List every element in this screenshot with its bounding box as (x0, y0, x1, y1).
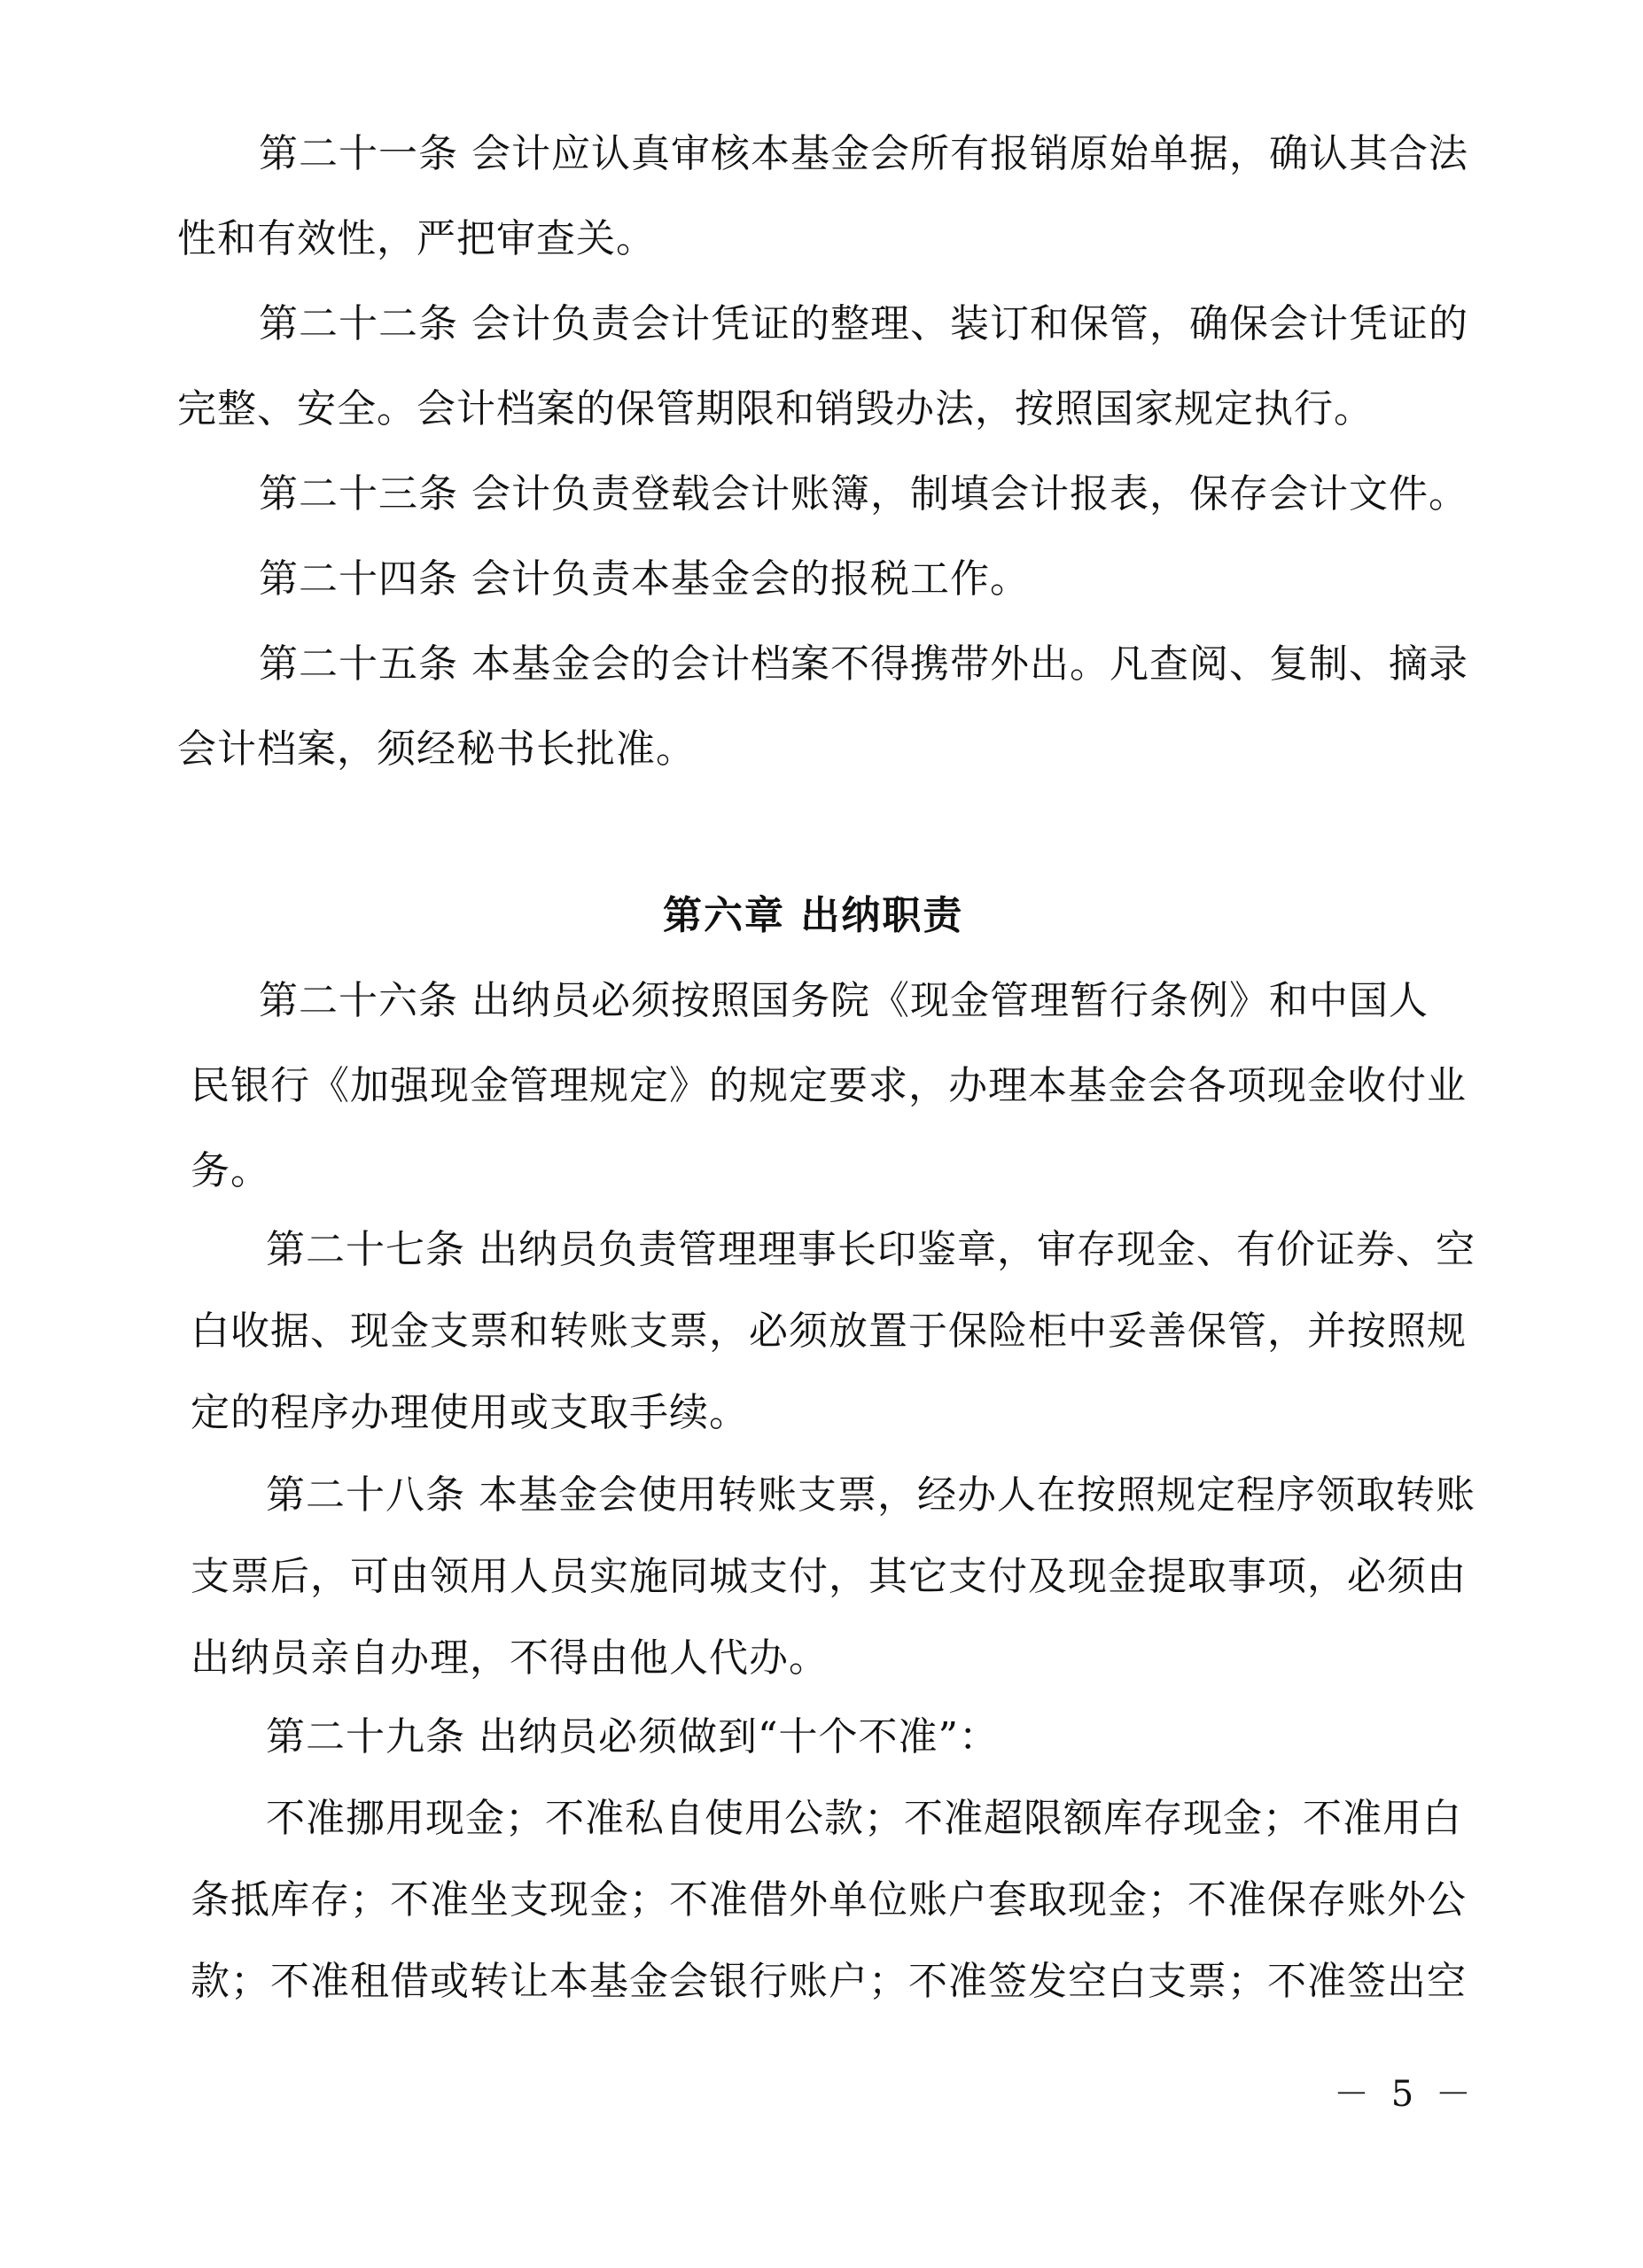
article-26-line-2: 民银行《加强现金管理规定》的规定要求，办理本基金会各项现金收付业 (191, 1063, 1467, 1108)
page-number: － 5 － (1334, 2074, 1476, 2115)
ten-rules-line-2: 条抵库存；不准坐支现金；不准借外单位账户套取现金；不准保存账外公 (191, 1877, 1467, 1922)
article-27-line-1: 第二十七条 出纳员负责管理理事长印鉴章，审存现金、有价证券、空 (266, 1227, 1476, 1272)
article-28-line-3: 出纳员亲自办理，不得由他人代办。 (191, 1635, 829, 1681)
article-28-line-2: 支票后，可由领用人员实施同城支付，其它支付及现金提取事项，必须由 (191, 1554, 1467, 1599)
article-25-line-2: 会计档案，须经秘书长批准。 (177, 726, 696, 772)
article-22-line-1: 第二十二条 会计负责会计凭证的整理、装订和保管，确保会计凭证的 (259, 301, 1468, 346)
article-23-line-1: 第二十三条 会计负责登载会计账簿，制填会计报表，保存会计文件。 (259, 471, 1468, 517)
chapter-heading: 第六章 出纳职责 (663, 893, 964, 938)
article-27-line-2: 白收据、现金支票和转账支票，必须放置于保险柜中妥善保管，并按照规 (191, 1309, 1467, 1354)
ten-rules-line-3: 款；不准租借或转让本基金会银行账户；不准签发空白支票；不准签出空 (191, 1959, 1467, 2004)
article-24-line-1: 第二十四条 会计负责本基金会的报税工作。 (259, 556, 1030, 602)
ten-rules-line-1: 不准挪用现金；不准私自使用公款；不准超限额库存现金；不准用白 (266, 1796, 1462, 1841)
article-22-line-2: 完整、安全。会计档案的保管期限和销毁办法，按照国家规定执行。 (177, 386, 1374, 431)
article-21-line-2: 性和有效性，严把审查关。 (177, 216, 656, 261)
article-27-line-3: 定的程序办理使用或支取手续。 (191, 1390, 749, 1435)
article-28-line-1: 第二十八条 本基金会使用转账支票，经办人在按照规定程序领取转账 (266, 1472, 1476, 1518)
article-21-line-1: 第二十一条 会计应认真审核本基金会所有报销原始单据，确认其合法 (259, 131, 1468, 176)
article-26-line-1: 第二十六条 出纳员必须按照国务院《现金管理暂行条例》和中国人 (259, 978, 1429, 1023)
article-25-line-1: 第二十五条 本基金会的会计档案不得携带外出。凡查阅、复制、摘录 (259, 641, 1468, 687)
article-29-line-1: 第二十九条 出纳员必须做到“十个不准”： (266, 1714, 999, 1759)
article-26-line-3: 务。 (191, 1148, 270, 1193)
